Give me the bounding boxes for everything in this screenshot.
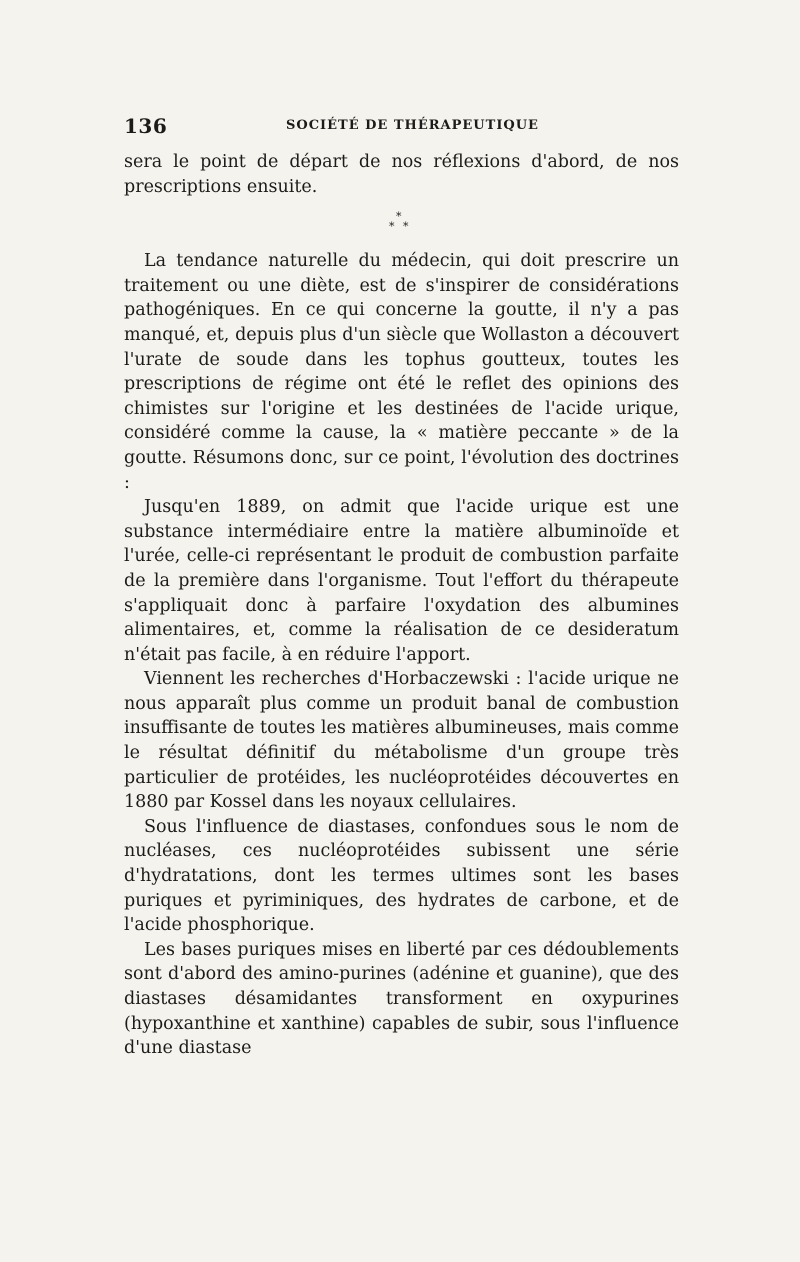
asterisk-icon: * bbox=[396, 210, 402, 224]
section-separator bbox=[124, 199, 679, 249]
paragraph: La tendance naturelle du médecin, qui doit prescrire un traitement ou une diète, est de s'inspirer de considérations pathogéniques. En ce qui concerne la goutte, il n'y a pas manqué, et, depuis plus d'un siècle que Wollaston a découvert l'urate de soude dans les tophus goutteux, toutes les prescriptions de régime ont été le reflet des opinions des chimistes sur l'origine et les destinées de l'acide urique, considéré comme la cause, la « matière peccante » de la goutte. Résumons donc, sur ce point, l'évolution des doctrines : bbox=[124, 251, 679, 493]
paragraph: Jusqu'en 1889, on admit que l'acide urique est une substance intermédiaire entre la matière albuminoïde et l'urée, celle-ci représentant le produit de combustion parfaite de la première dans l'organisme. Tout l'effort du thérapeute s'appliquait donc à parfaire l'oxydation des albumines alimentaires, et, comme la réalisation de ce desideratum n'était pas facile, à en réduire l'apport. bbox=[124, 497, 679, 665]
page-number: 136 bbox=[124, 114, 168, 138]
running-head: SOCIÉTÉ DE THÉRAPEUTIQUE bbox=[286, 118, 539, 133]
paragraph: Les bases puriques mises en liberté par ces dédoublements sont d'abord des amino-purines (adénine et guanine), que des diastases désamidantes transforment en oxypurines (hypoxanthine et xanthine) capables de subir, sous l'influence d'une diastase bbox=[124, 939, 679, 1059]
asterisk-icon: * bbox=[389, 220, 395, 234]
paragraph: Sous l'influence de diastases, confondues sous le nom de nucléases, ces nucléoprotéides subissent une série d'hydratations, dont les termes ultimes sont les bases puriques et pyriminiques, des hydrates de carbone, et de l'acide phosphorique. bbox=[124, 816, 679, 936]
asterisk-icon: * bbox=[403, 220, 409, 234]
body-text bbox=[124, 150, 679, 1061]
paragraph: Viennent les recherches d'Horbaczewski : l'acide urique ne nous apparaît plus comme un produit banal de combustion insuffisante de toutes les matières albumineuses, mais comme le résultat définitif du métabolisme d'un groupe très particulier de protéides, les nucléoprotéides découvertes en 1880 par Kossel dans les noyaux cellulaires. bbox=[124, 669, 679, 813]
paragraph-continuation: sera le point de départ de nos réflexions d'abord, de nos prescriptions ensuite. bbox=[124, 152, 679, 197]
page-header bbox=[124, 114, 684, 144]
